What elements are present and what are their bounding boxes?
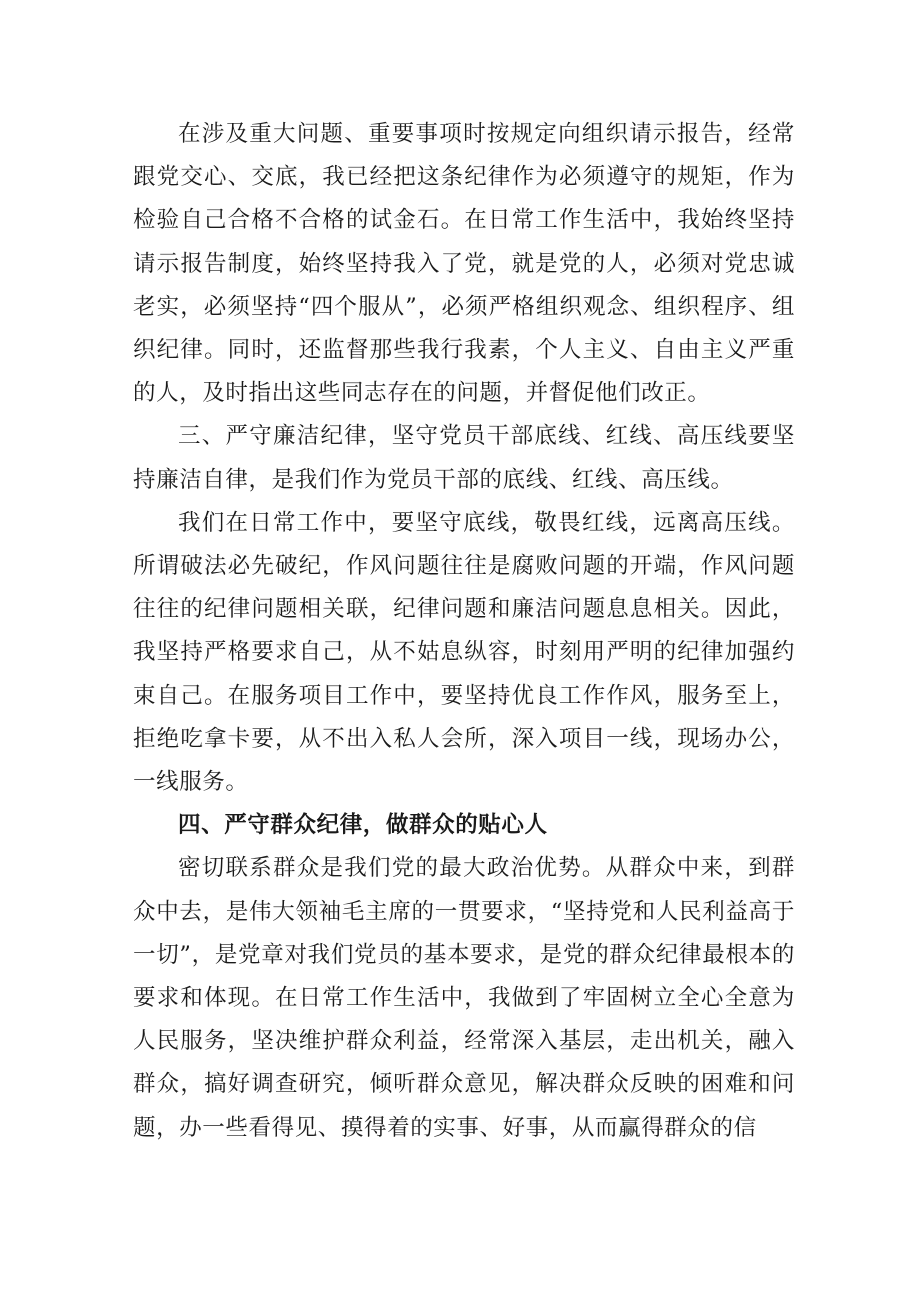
paragraph-integrity-section: 三、严守廉洁纪律，坚守党员干部底线、红线、高压线要坚持廉洁自律，是我们作为党员干部的底线、红线、高压线。 [133, 423, 795, 493]
paragraph-reporting: 在涉及重大问题、重要事项时按规定向组织请示报告，经常跟党交心、交底，我已经把这条纪律作为必须遵守的规矩，作为检验自己合格不合格的试金石。在日常工作生活中，我始终坚持请示报告制度，始终坚持我入了党，就是党的人，必须对党忠诚老实，必须坚持“四个服从”，必须严格组织观念、组织程序、组织纪律。同时，还监督那些我行我素，个人主义、自由主义严重的人，及时指出这些同志存在的问题，并督促他们改正。 [133, 121, 795, 407]
paragraph-integrity-detail: 我们在日常工作中，要坚守底线，敬畏红线，远离高压线。所谓破法必先破纪，作风问题往往是腐败问题的开端，作风问题往往的纪律问题相关联，纪律问题和廉洁问题息息相关。因此，我坚持严格要求自己，从不姑息纵容，时刻用严明的纪律加强约束自己。在服务项目工作中，要坚持优良工作作风，服务至上，拒绝吃拿卡要，从不出入私人会所，深入项目一线，现场办公，一线服务。 [133, 509, 795, 796]
document-body [133, 113, 795, 1150]
section-heading-masses: 四、严守群众纪律，做群众的贴心人 [178, 812, 548, 839]
paragraph-masses: 密切联系群众是我们党的最大政治优势。从群众中来，到群众中去，是伟大领袖毛主席的一贯要求，“坚持党和人民利益高于一切”，是党章对我们党员的基本要求，是党的群众纪律最根本的要求和体现。在日常工作生活中，我做到了牢固树立全心全意为人民服务，坚决维护群众利益，经常深入基层，走出机关，融入群众，搞好调查研究，倾听群众意见，解决群众反映的困难和问题，办一些看得见、摸得着的实事、好事，从而赢得群众的信 [133, 855, 795, 1141]
